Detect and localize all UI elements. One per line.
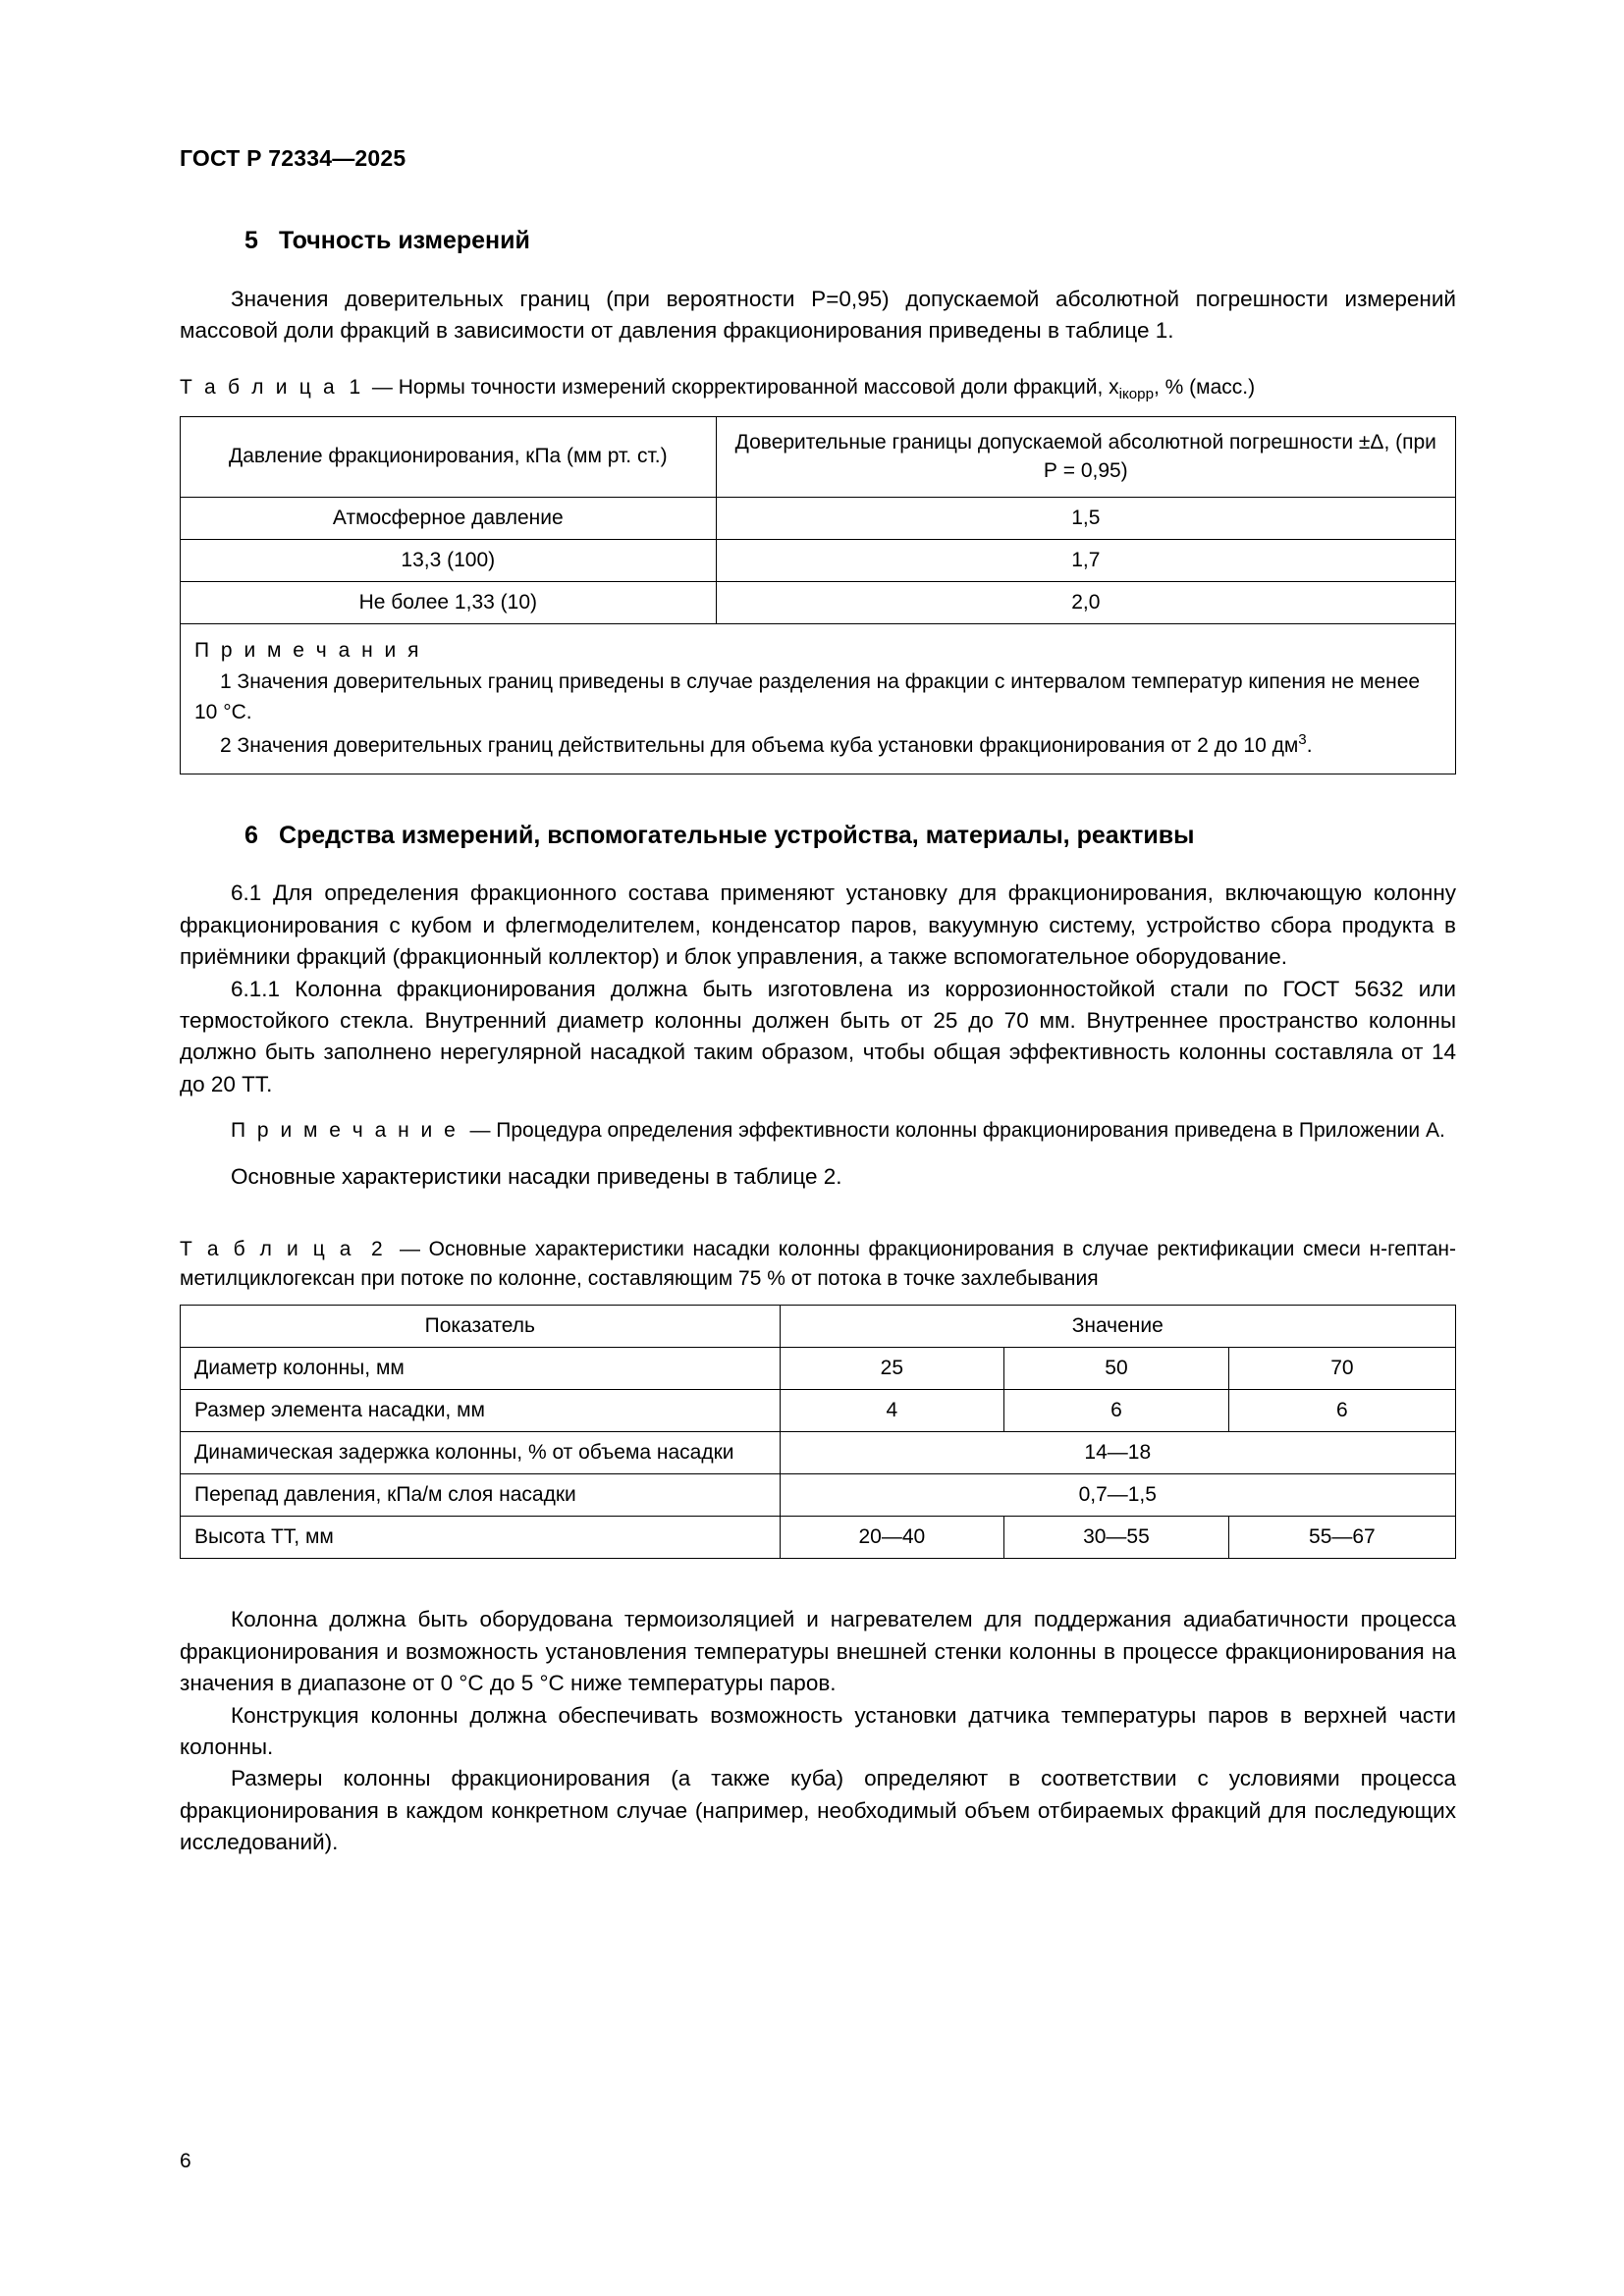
table-2-r2-c0: 14—18	[780, 1432, 1455, 1474]
table-2-r2-label: Динамическая задержка колонны, % от объема насадки	[181, 1432, 781, 1474]
page-number: 6	[180, 2150, 191, 2172]
section-5-body	[180, 284, 1456, 347]
table-1-caption-sub: iкорр	[1118, 385, 1154, 402]
table-2-wrapper	[180, 1305, 1456, 1559]
table-2-caption	[180, 1235, 1456, 1294]
table-2	[180, 1305, 1456, 1559]
section-6-note-lead: П р и м е ч а н и е	[231, 1119, 459, 1143]
table-1	[180, 416, 1456, 774]
table-2-r3-c0: 0,7—1,5	[780, 1474, 1455, 1517]
page-content	[180, 145, 1456, 1884]
table-2-r1-c2: 6	[1228, 1390, 1455, 1432]
section-heading-5	[180, 225, 1456, 258]
closing-paragraph-3: Размеры колонны фракционирования (а также куба) определяют в соответствии с условиями процесса фракционирования в каждом конкретном случае (например, необходимый объем отбираемых фракций для последующих исследований).	[180, 1766, 1456, 1855]
table-row	[181, 581, 1456, 623]
section-5-number: 5	[244, 227, 258, 254]
table-row	[181, 497, 1456, 539]
section-6-paragraph-3: Основные характеристики насадки приведены в таблице 2.	[231, 1164, 842, 1190]
table-1-r2-c1: 2,0	[716, 581, 1455, 623]
table-1-caption	[180, 373, 1456, 405]
table-2-r0-label: Диаметр колонны, мм	[181, 1348, 781, 1390]
document-header: ГОСТ Р 72334—2025	[180, 145, 406, 171]
table-2-r1-c1: 6	[1004, 1390, 1229, 1432]
closing-body	[180, 1604, 1456, 1858]
table-1-header-1: Давление фракционирования, кПа (мм рт. ст.)	[181, 417, 717, 498]
table-2-r4-label: Высота ТТ, мм	[181, 1517, 781, 1559]
table-1-notes	[181, 623, 1456, 774]
section-6-body	[180, 878, 1456, 1193]
table-1-caption-number: 1	[349, 375, 361, 399]
section-6-paragraph-2: 6.1.1 Колонна фракционирования должна быть изготовлена из коррозионностойкой стали по ГОСТ 5632 или термостойкого стекла. Внутренний диаметр колонны должен быть от 25 до 70 мм. Внутреннее пространство колонны должно быть заполнено нерегулярной насадкой таким образом, чтобы общая эффективность колонны составляла от 14 до 20 ТТ.	[180, 976, 1456, 1096]
table-1-r1-c1: 1,7	[716, 539, 1455, 581]
table-row	[181, 1474, 1456, 1517]
closing-paragraph-2: Конструкция колонны должна обеспечивать возможность установки датчика температуры паров в верхней части колонны.	[180, 1702, 1456, 1759]
table-2-r3-label: Перепад давления, кПа/м слоя насадки	[181, 1474, 781, 1517]
table-2-caption-number: 2	[371, 1237, 383, 1260]
table-row	[181, 539, 1456, 581]
section-5-paragraph: Значения доверительных границ (при вероятности Р=0,95) допускаемой абсолютной погрешности измерений массовой доли фракций в зависимости от давления фракционирования приведены в таблице 1.	[180, 286, 1456, 344]
table-2-header-1: Показатель	[181, 1306, 781, 1348]
table-1-r0-c1: 1,5	[716, 497, 1455, 539]
table-row-header	[181, 1306, 1456, 1348]
table-2-header-2: Значение	[780, 1306, 1455, 1348]
section-6-number: 6	[244, 821, 258, 849]
section-5-title: Точность измерений	[278, 227, 530, 254]
table-row	[181, 1390, 1456, 1432]
table-row-header	[181, 417, 1456, 498]
table-2-r1-label: Размер элемента насадки, мм	[181, 1390, 781, 1432]
table-1-note-1: 1 Значения доверительных границ приведены в случае разделения на фракции с интервалом температур кипения не менее 10 °С.	[194, 670, 1421, 723]
table-row-notes	[181, 623, 1456, 774]
table-2-r4-c2: 55—67	[1228, 1517, 1455, 1559]
table-2-r0-c1: 50	[1004, 1348, 1229, 1390]
table-row	[181, 1517, 1456, 1559]
table-row	[181, 1432, 1456, 1474]
section-6-title: Средства измерений, вспомогательные устройства, материалы, реактивы	[278, 821, 1195, 849]
closing-paragraph-1: Колонна должна быть оборудована термоизоляцией и нагревателем для поддержания адиабатичности процесса фракционирования и возможность установления температуры внешней стенки колонны в процессе фракционирования на значения в диапазоне от 0 °С до 5 °С ниже температуры паров.	[180, 1607, 1456, 1696]
table-1-header-2: Доверительные границы допускаемой абсолютной погрешности ±Δ, (при Р = 0,95)	[716, 417, 1455, 498]
table-row	[181, 1348, 1456, 1390]
table-2-r4-c0: 20—40	[780, 1517, 1004, 1559]
table-2-r0-c2: 70	[1228, 1348, 1455, 1390]
table-1-r2-c0: Не более 1,33 (10)	[181, 581, 717, 623]
table-2-r1-c0: 4	[780, 1390, 1004, 1432]
table-1-caption-label: Т а б л и ц а	[180, 375, 338, 399]
table-2-caption-text: — Основные характеристики насадки колонны фракционирования в случае ректификации смеси н-гептан-метилциклогексан при потоке по колонне, составляющим 75 % от потока в точке захлебывания	[180, 1237, 1457, 1290]
section-6-note	[180, 1116, 1456, 1146]
section-6-paragraph-1: 6.1 Для определения фракционного состава применяют установку для фракционирования, включающую колонну фракционирования с кубом и флегмоделителем, конденсатор паров, вакуумную систему, устройство сбора продукта в приёмники фракций (фракционный коллектор) и блок управления, а также вспомогательное оборудование.	[180, 881, 1456, 970]
table-1-notes-title: П р и м е ч а н и я	[194, 638, 422, 662]
table-1-r1-c0: 13,3 (100)	[181, 539, 717, 581]
table-1-caption-text: — Нормы точности измерений скорректированной массовой доли фракций, x	[371, 375, 1119, 399]
table-1-r0-c0: Атмосферное давление	[181, 497, 717, 539]
table-2-r0-c0: 25	[780, 1348, 1004, 1390]
table-1-wrapper	[180, 416, 1456, 774]
table-2-r4-c1: 30—55	[1004, 1517, 1229, 1559]
table-2-caption-label: Т а б л и ц а	[180, 1237, 354, 1260]
table-1-note-2: 2 Значения доверительных границ действительны для объема куба установки фракционирования от 2 до 10 $дм^3$.	[220, 731, 1313, 758]
section-heading-6	[180, 820, 1456, 853]
table-1-caption-tail: , % (масс.)	[1154, 375, 1256, 399]
section-6-note-text: — Процедура определения эффективности колонны фракционирования приведена в Приложении А.	[469, 1119, 1445, 1143]
